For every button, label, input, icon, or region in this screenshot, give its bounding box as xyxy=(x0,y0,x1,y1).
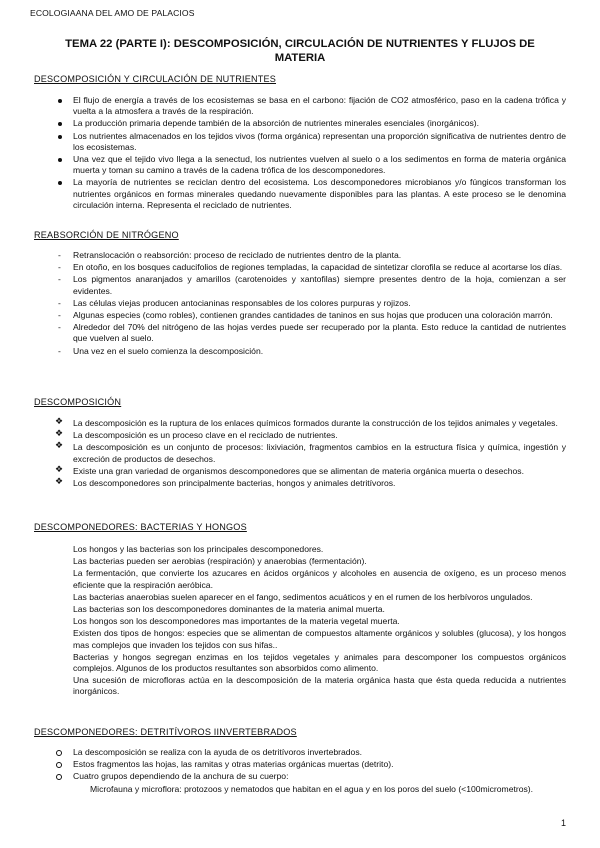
list-item: - Retranslocación o reabsorción: proceso de reciclado de nutrientes dentro de la planta. xyxy=(55,250,566,261)
list-item: El flujo de energía a través de los ecosistemas se basa en el carbono: fijación de CO2 atmosférico, paso en la cadena trófica y vuelta a la atmosfera a través de la respiración. xyxy=(55,95,566,117)
section-list-reabsorcion xyxy=(55,250,566,358)
list-item: - Algunas especies (como robles), contienen grandes cantidades de taninos en sus hojas que producen una coloración marrón. xyxy=(55,310,566,321)
list-item: Los nutrientes almacenados en los tejidos vivos (forma orgánica) representan una proporción significativa de nutrientes dentro de los ecosistemas. xyxy=(55,131,566,153)
section-heading-detritivoros: DESCOMPONEDORES: DETRITÍVOROS IINVERTEBRADOS xyxy=(34,727,297,737)
section-list-circulacion xyxy=(55,95,566,212)
page-title: TEMA 22 (PARTE I): DESCOMPOSICIÓN, CIRCULACIÓN DE NUTRIENTES Y FLUJOS DE MATERIA xyxy=(65,38,535,64)
section-heading-reabsorcion: REABSORCIÓN DE NITRÓGENO xyxy=(34,230,179,240)
page-number: 1 xyxy=(560,818,566,828)
section-list-detritivoros xyxy=(55,747,566,784)
list-item: - Las células viejas producen antocianinas responsables de los colores purpuras y rojizos. xyxy=(55,298,566,309)
list-item: - Alrededor del 70% del nitrógeno de las hojas verdes puede ser recuperado por la planta. Esto reduce la cantidad de nutrientes que vuelven al suelo. xyxy=(55,322,566,344)
list-item: La producción primaria depende también de la absorción de nutrientes minerales esenciales (inorgánicos). xyxy=(55,118,566,129)
list-item: ❖ Existe una gran variedad de organismos descomponedores que se alimentan de materia orgánica muerta o desechos. xyxy=(55,466,566,477)
list-item: Cuatro grupos dependiendo de la anchura de su cuerpo: xyxy=(55,771,566,782)
list-item: ❖ La descomposición es un proceso clave en el reciclado de nutrientes. xyxy=(55,430,566,441)
list-item: La mayoría de nutrientes se reciclan dentro del ecosistema. Los descomponedores microbianos y/o fúngicos transforman los nutrientes orgánicos en formas minerales quedando nuevamente disponibles para las plantas. A este proceso se le denomina circulación interna. Representa el reciclado de nutrientes. xyxy=(55,177,566,211)
list-item: ❖ La descomposición es la ruptura de los enlaces químicos formados durante la construcción de los tejidos animales y vegetales. xyxy=(55,418,566,429)
paragraph: Una sucesión de microfloras actúa en la descomposición de la materia orgánica hasta que ésta queda reducida a nutrientes inorgánicos. xyxy=(73,675,566,697)
page-header: ECOLOGIAANA DEL AMO DE PALACIOS xyxy=(30,8,195,18)
list-item: ❖ Los descomponedores son principalmente bacterias, hongos y animales detritívoros. xyxy=(55,478,566,489)
list-item: Estos fragmentos las hojas, las ramitas y otras materias orgánicas muertas (detrito). xyxy=(55,759,566,770)
list-item: La descomposición se realiza con la ayuda de os detritívoros invertebrados. xyxy=(55,747,566,758)
section-list-descomposicion xyxy=(55,418,566,490)
paragraph: Las bacterias anaerobias suelen aparecer en el fango, sedimentos acuáticos y en el rumen de los herbívoros ungulados. xyxy=(73,591,533,602)
list-item: - En otoño, en los bosques caducifolios de regiones templadas, la capacidad de sintetizar clorofila se reduce al acortarse los días. xyxy=(55,262,566,273)
paragraph: Las bacterias son los descomponedores dominantes de la materia animal muerta. xyxy=(73,604,385,615)
paragraph: Los hongos son los descomponedores mas importantes de la materia vegetal muerta. xyxy=(73,616,400,627)
section-heading-descomposicion-circulacion: DESCOMPOSICIÓN Y CIRCULACIÓN DE NUTRIENTES xyxy=(34,74,277,84)
list-item: ❖ La descomposición es un conjunto de procesos: lixiviación, fragmentos cambios en la estructura física y química, ingestión y excreción de productos de desechos. xyxy=(55,442,566,464)
paragraph: La fermentación, que convierte los azucares en ácidos orgánicos y alcoholes en ausencia de oxígeno, es un proceso menos eficiente que la respiración aeróbica. xyxy=(73,568,566,590)
paragraph: Bacterias y hongos segregan enzimas en los tejidos vegetales y animales para descomponer los compuestos orgánicos complejos. Algunos de los productos resultantes son absorbidos como alimento. xyxy=(73,651,566,674)
list-item: - Los pigmentos anaranjados y amarillos (carotenoides y xantofilas) siempre presentes dentro de la hoja, comienzan a ser evidentes. xyxy=(55,274,566,296)
section-paragraphs-bacterias-hongos xyxy=(73,544,566,699)
list-item: Una vez que el tejido vivo llega a la senectud, los nutrientes vuelven al suelo o a los sedimentos en forma de materia orgánica muerta y toman su camino a través de la cadena trófica de los descomponedores. xyxy=(55,154,566,176)
section-heading-bacterias-hongos: DESCOMPONEDORES: BACTERIAS Y HONGOS xyxy=(34,522,247,532)
paragraph: Existen dos tipos de hongos: especies que se alimentan de compuestos altamente orgánicos y solubles (glucosa), y los hongos mas complejos que invaden los tejidos con sus hifas.. xyxy=(73,628,566,650)
paragraph: Las bacterias pueden ser aerobias (respiración) y anaerobias (fermentación). xyxy=(73,556,367,567)
sub-paragraph-microfauna: Microfauna y microflora: protozoos y nematodos que habitan en el agua y en los poros del suelo (<100micrometros). xyxy=(90,784,534,794)
paragraph: Los hongos y las bacterias son los principales descomponedores. xyxy=(73,544,324,554)
section-heading-descomposicion: DESCOMPOSICIÓN xyxy=(34,397,122,407)
list-item: - Una vez en el suelo comienza la descomposición. xyxy=(55,346,566,357)
